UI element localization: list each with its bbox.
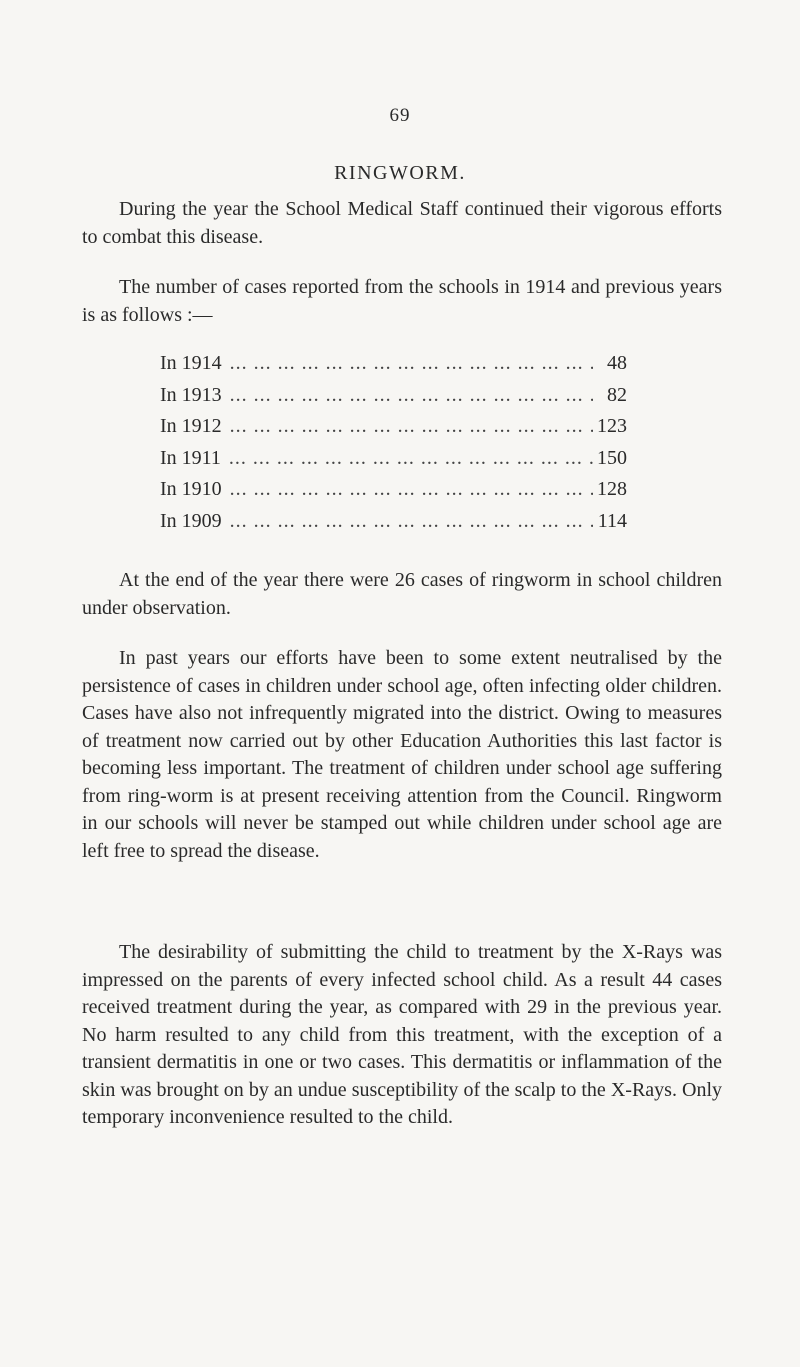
paragraph-observation: At the end of the year there were 26 cases of ringworm in school children under observation. xyxy=(82,569,722,619)
year-label: In 1910 xyxy=(160,478,222,500)
case-count: 128 xyxy=(597,478,627,500)
page-number: 69 xyxy=(389,105,411,126)
case-count: 114 xyxy=(597,509,627,532)
leader-dots xyxy=(222,352,593,375)
leader-dots xyxy=(222,384,593,407)
paragraph-intro: During the year the School Medical Staff continued their vigorous efforts to combat this disease. xyxy=(82,198,722,248)
year-label: In 1909 xyxy=(160,509,222,532)
table-row xyxy=(160,352,627,384)
year-label: In 1914 xyxy=(160,352,222,374)
case-count: 150 xyxy=(597,446,627,469)
case-count: 82 xyxy=(607,383,627,406)
cases-by-year-table xyxy=(160,352,627,541)
paragraph-xray-treatment: The desirability of submitting the child to treatment by the X-Rays was impressed on the parents of every infected school child. As a result 44 cases received treatment during the year, as compared with 29 in the previous year. No harm resulted to any child from this treatment, with the exception of a transient dermatitis in one or two cases. This dermatitis or inflammation of the skin was brought on by an undue susceptibility of the scalp to the X-Rays. Only temporary inconvenience resulted to the child. xyxy=(82,941,722,1128)
leader-dots xyxy=(222,510,593,533)
leader-dots xyxy=(222,478,593,501)
table-row xyxy=(160,415,627,447)
table-row xyxy=(160,447,627,479)
year-label: In 1913 xyxy=(160,383,222,406)
year-label: In 1911 xyxy=(160,446,221,469)
year-label: In 1912 xyxy=(160,415,222,437)
leader-dots xyxy=(221,447,593,470)
case-count: 123 xyxy=(597,415,627,437)
paragraph-past-years: In past years our efforts have been to some extent neutralised by the persistence of cases in children under school age, often infecting older children. Cases have also not infrequently migrated into the district. Owing to measures of treatment now carried out by other Education Authorities this last factor is becoming less important. The treatment of children under school age suffering from ring-worm is at present receiving attention from the Council. Ringworm in our schools will never be stamped out while children under school age are left free to spread the disease. xyxy=(82,647,722,862)
paragraph-cases-intro: The number of cases reported from the schools in 1914 and previous years is as follows :— xyxy=(82,276,722,326)
table-row xyxy=(160,510,627,542)
section-title: RINGWORM. xyxy=(334,162,466,184)
table-row xyxy=(160,478,627,510)
table-row xyxy=(160,384,627,416)
leader-dots xyxy=(222,415,593,438)
case-count: 48 xyxy=(607,352,627,374)
